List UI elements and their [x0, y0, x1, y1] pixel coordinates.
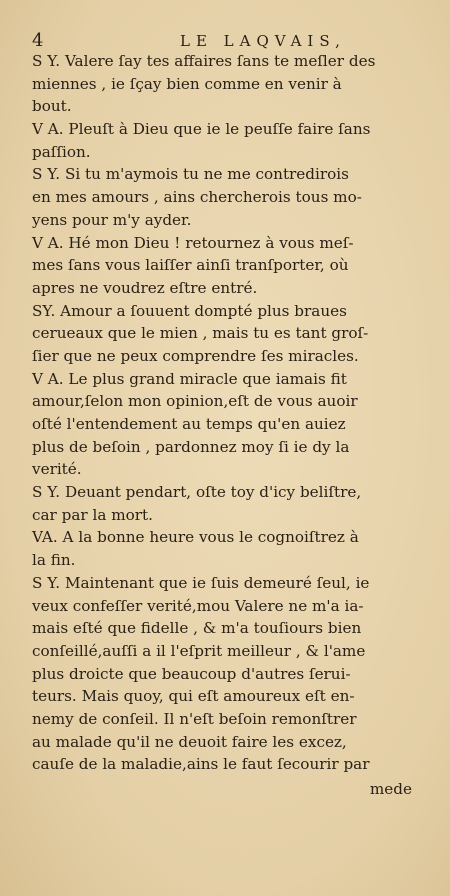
text-line: miennes , ie ſçay bien comme en venir à — [32, 74, 342, 93]
text-line: en mes amours , ains chercherois tous mo- — [32, 188, 362, 207]
page-number: 4 — [32, 30, 44, 51]
text-line: SY. Amour a ſouuent dompté plus braues — [32, 301, 347, 320]
text-line: S Y. Maintenant que ie ſuis demeuré ſeul, ie — [32, 573, 370, 592]
text-line: cauſe de la maladie,ains le faut ſecourir par — [32, 755, 370, 774]
text-line: verité. — [32, 460, 82, 479]
text-line: paſſion. — [32, 142, 91, 161]
text-line: V A. Le plus grand miracle que iamais fit — [32, 369, 347, 388]
text-line: conſeillé,auſſi a il l'eſprit meilleur , & l'ame — [32, 641, 366, 660]
text-line: plus de beſoin , pardonnez moy ſi ie dy la — [32, 437, 350, 456]
text-line: yens pour m'y ayder. — [32, 210, 192, 229]
text-line: nemy de conſeil. Il n'eſt beſoin remonſtrer — [32, 709, 357, 728]
text-line: amour,ſelon mon opinion,eſt de vous auoir — [32, 392, 358, 411]
text-line: V A. Pleuſt à Dieu que ie le peuſſe faire ſans — [32, 120, 371, 139]
text-line: bout. — [32, 97, 72, 116]
text-line: teurs. Mais quoy, qui eſt amoureux eſt en- — [32, 687, 355, 706]
text-line: car par la mort. — [32, 505, 153, 524]
text-line: VA. A la bonne heure vous le cognoiſtrez à — [32, 528, 359, 547]
text-line: mes ſans vous laiſſer ainſi tranſporter, où — [32, 256, 349, 275]
text-line: la fin. — [32, 551, 76, 570]
text-line: S Y. Si tu m'aymois tu ne me contredirois — [32, 165, 349, 184]
text-line: veux confeſſer verité,mou Valere ne m'a ia- — [32, 596, 364, 615]
running-title: LE LAQVAIS, — [180, 32, 346, 50]
text-line: ſier que ne peux comprendre ſes miracles. — [32, 346, 359, 365]
text-line: apres ne voudrez eſtre entré. — [32, 278, 258, 297]
text-line: S Y. Deuant pendart, oſte toy d'icy beliſtre, — [32, 483, 362, 502]
text-line: V A. Hé mon Dieu ! retournez à vous meſ- — [32, 233, 354, 252]
catchword: mede — [369, 780, 412, 798]
text-line: oſté l'entendement au temps qu'en auiez — [32, 415, 346, 433]
body-text — [32, 50, 425, 776]
text-line: S Y. Valere ſay tes affaires ſans te meſler des — [32, 52, 376, 70]
text-line: plus droicte que beaucoup d'autres ſerui- — [32, 664, 351, 683]
text-line: mais eſté que fidelle , & m'a touſiours bien — [32, 619, 362, 638]
text-line: cerueaux que le mien , mais tu es tant groſ- — [32, 324, 369, 343]
text-line: au malade qu'il ne deuoit faire les excez, — [32, 732, 347, 751]
